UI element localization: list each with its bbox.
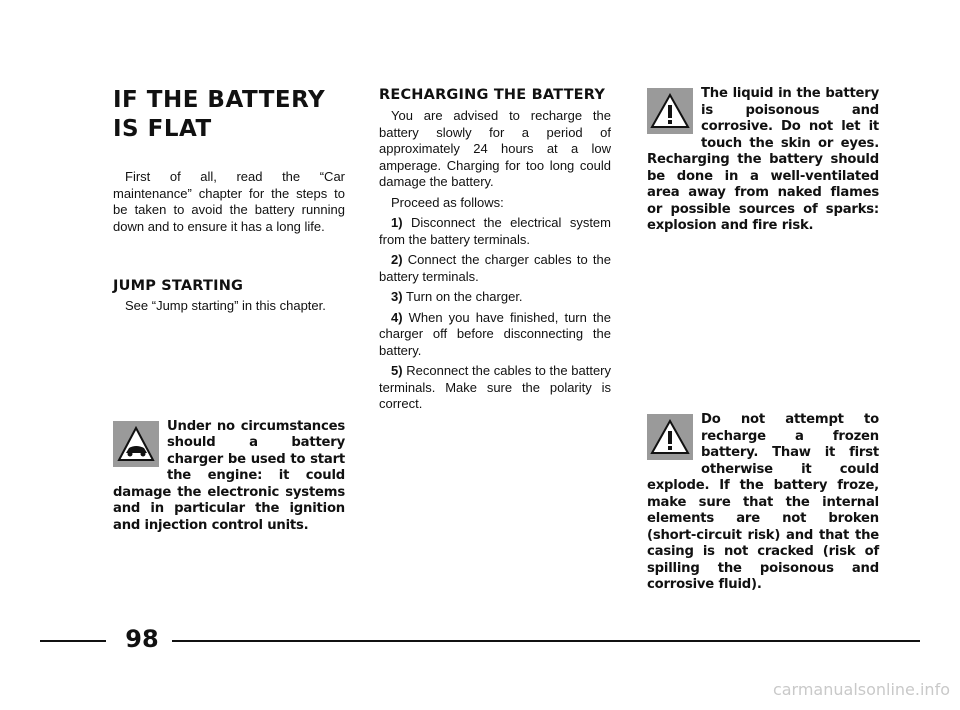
charger-warning: [113, 419, 345, 535]
footer-rule-left: [40, 640, 106, 642]
watermark: carmanualsonline.info: [772, 680, 950, 699]
step-number: 2): [391, 252, 403, 267]
title-line-2: IS FLAT: [113, 116, 212, 142]
warning-triangle-icon: [647, 414, 693, 460]
step-3: [379, 289, 611, 306]
middle-column: [379, 86, 611, 413]
right-column: [647, 86, 879, 592]
corrosive-liquid-warning: [647, 86, 879, 235]
step-number: 4): [391, 309, 403, 325]
step-text: Reconnect the cables to the battery terminals. Make sure the polarity is correct.: [379, 363, 611, 411]
step-5: [379, 363, 611, 413]
intro-paragraph: First of all, read the “Car maintenance” chapter for the steps to be taken to avoid the battery running down and to ensure it has a long life.: [113, 169, 345, 234]
frozen-battery-warning-text: Do not attempt to recharge a frozen battery. Thaw it first otherwise it could explode. If the battery froze, make sure that the internal elements are not broken (short-circuit risk) and that the casing is not cracked (risk of spilling the poisonous and corrosive fluid).: [647, 412, 879, 592]
proceed-text: Proceed as follows:: [391, 194, 504, 210]
corrosive-liquid-warning-text: The liquid in the battery is poisonous and corrosive. Do not let it touch the skin or eyes. Recharging the battery should be done in a well-ventilated area away from naked flames or possible sources of sparks: explosion and fire risk.: [647, 86, 879, 233]
charger-warning-text: Under no circumstances should a battery charger be used to start the engine: it could damage the electronic systems and in particular the ignition and injection control units.: [113, 418, 345, 533]
jump-starting-heading: JUMP STARTING: [113, 278, 244, 294]
car-battery-warning-icon: [113, 421, 159, 467]
frozen-battery-warning: [647, 412, 879, 594]
step-text: Disconnect the electrical system from the battery terminals.: [379, 215, 611, 247]
step-text: Turn on the charger.: [405, 289, 523, 304]
title-line-1: IF THE BATTERY: [113, 87, 326, 113]
step-number: 3): [391, 289, 403, 304]
step-number: 1): [391, 215, 403, 230]
recharging-heading: RECHARGING THE BATTERY: [379, 87, 606, 103]
page-number: 98: [125, 625, 159, 653]
recharging-intro: You are advised to recharge the battery slowly for a period of approximately 24 hours at a low amperage. Charging for too long could damage the battery.: [379, 108, 611, 189]
footer-rule-right: [172, 640, 920, 642]
step-text: When you have finished, turn the charger off before disconnecting the battery.: [379, 309, 611, 358]
step-2: [379, 252, 611, 285]
warning-triangle-icon: [647, 88, 693, 134]
step-4: [379, 310, 611, 360]
left-column: [113, 86, 345, 534]
page-title: [113, 86, 345, 144]
step-text: Connect the charger cables to the battery terminals.: [379, 252, 611, 284]
jump-starting-text: See “Jump starting” in this chapter.: [125, 298, 326, 313]
step-number: 5): [391, 363, 403, 378]
step-1: [379, 215, 611, 248]
